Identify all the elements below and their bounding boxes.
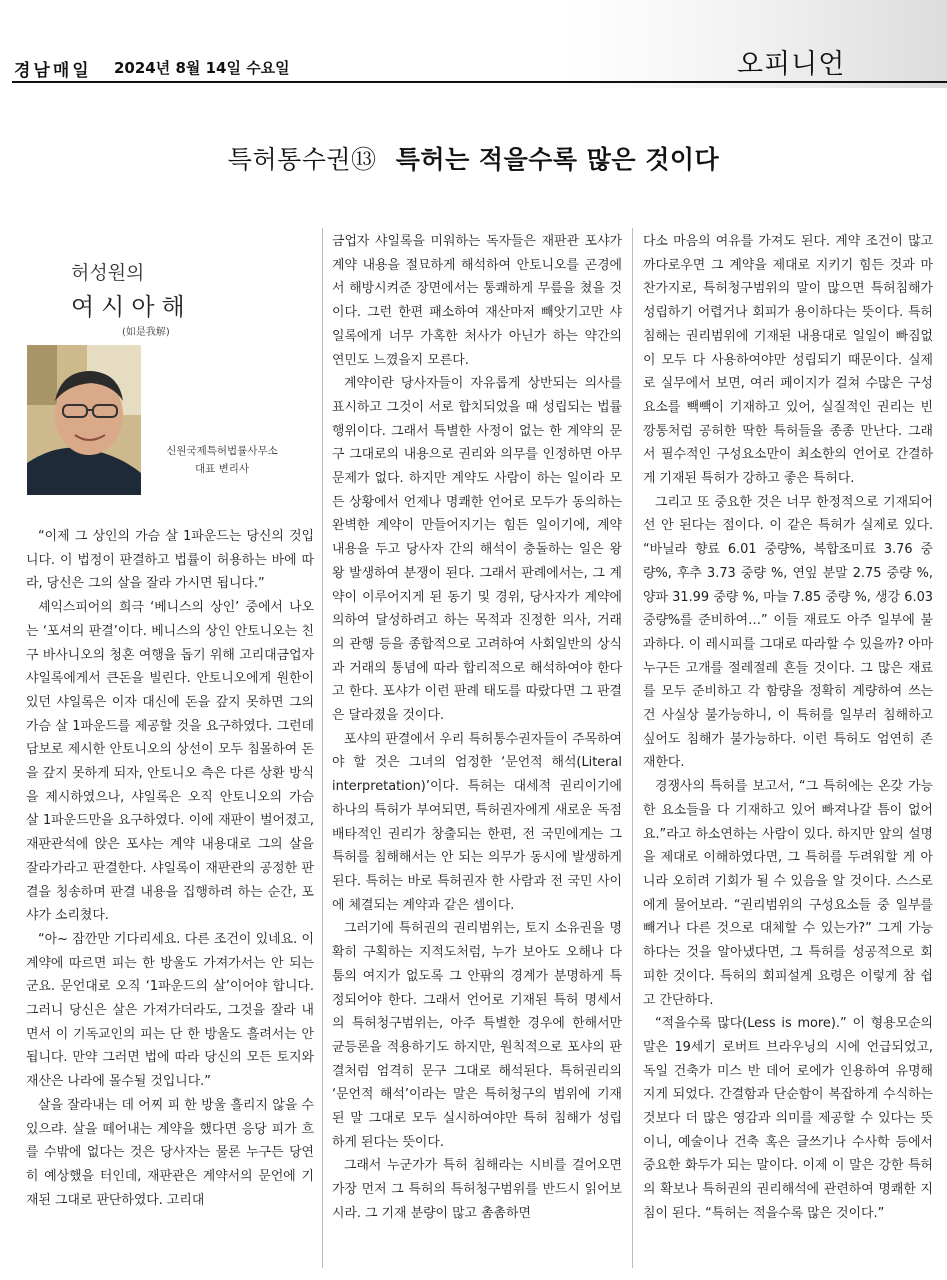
paragraph: “아~ 잠깐만 기다리세요. 다른 조건이 있네요. 이 계약에 따르면 피는 한 방울도 가져가서는 안 되는군요. 문언대로 오직 ‘1파운드의 살’이어야 합니다. 그러니 당신은 살은 가져가더라도, 그것을 잘라 내면서 이 기독교인의 피는 단 한 방울도 흘려서는 안 됩니다. 만약 그러면 법에 따라 당신의 모든 토지와 재산은 나라에 몰수될 것입니다.” bbox=[26, 931, 314, 1090]
series-label: 특허통수권⑬ bbox=[227, 145, 377, 174]
section-title: 오피니언 bbox=[737, 49, 846, 80]
columnist-byline bbox=[27, 242, 315, 514]
paragraph: 포샤의 판결에서 우리 특허통수권자들이 주목하여야 할 것은 그녀의 엄정한 ‘문언적 해석(Literal interpretation)’이다. 특허는 대세적 권리이기에 하나의 특허가 부여되면, 특허권자에게 새로운 독점배타적인 권리가 창출되는 한편, 전 국민에게는 그 특허를 침해해서는 안 되는 의무가 동시에 발생하게 된다. 특허는 바로 특허권자 한 사람과 전 국민 사이에 체결되는 계약과 같은 셈이다. bbox=[332, 731, 622, 913]
article-column-3 bbox=[643, 230, 933, 1226]
column-name-main: 여시아해 bbox=[71, 293, 192, 321]
paragraph: 금업자 샤일록을 미워하는 독자들은 재판관 포샤가 계약 내용을 절묘하게 해석하여 안토니오를 곤경에서 해방시켜준 장면에서는 통쾌하게 무릎을 쳤을 것이다. 그런 한편 패소하여 재산마저 빼앗기고만 샤일록에게 너무 가혹한 처사가 아닌가 하는 약간의 연민도 느꼈을지 모른다. bbox=[332, 234, 622, 368]
masthead-rule bbox=[12, 81, 947, 83]
paragraph: “적을수록 많다(Less is more).” 이 형용모순의 말은 19세기 로버트 브라우닝의 시에 언급되었고, 독일 건축가 미스 반 데어 로에가 인용하여 유명해지게 되었다. 간결함과 단순함이 복잡하게 수식하는 것보다 더 많은 영감과 의미를 제공할 수 있다는 뜻이니, 예술이나 건축 혹은 글쓰기나 수사학 등에서 중요한 화두가 되는 말이다. 이제 이 말은 강한 특허의 확보나 특허권의 권리해석에 관련하여 명쾌한 지침이 된다. “특허는 적을수록 많은 것이다.” bbox=[643, 1016, 933, 1221]
column-name-hanja: (如是我解) bbox=[122, 327, 170, 338]
paragraph: 경쟁사의 특허를 보고서, “그 특허에는 온갖 가능한 요소들을 다 기재하고 있어 빠져나갈 틈이 없어요.”라고 하소연하는 사람이 있다. 하지만 앞의 설명을 제대로 이해하였다면, 그 특허를 두려워할 게 아니라 오히려 기회가 될 수 있음을 알 것이다. 스스로에게 물어보라. “권리범위의 구성요소들 중 일부를 빼거나 다른 것으로 대체할 수 있는가?” 그게 가능하다는 것을 알아냈다면, 그 특허를 성공적으로 회피한 것이다. 특허의 회피설계 요령은 이렇게 참 쉽고 간단하다. bbox=[643, 779, 933, 1008]
article-column-1 bbox=[26, 525, 314, 1212]
paragraph: 계약이란 당사자들이 자유롭게 상반되는 의사를 표시하고 그것이 서로 합치되었을 때 성립되는 법률행위이다. 그래서 특별한 사정이 없는 한 계약의 문구 그대로의 내용으로 권리와 의무를 인정하면 아무 문제가 없다. 하지만 계약도 사람이 하는 일이라 모든 상황에서 언제나 명쾌한 언어로 모두가 동의하는 완벽한 계약이 만들어지기는 힘든 일이기에, 계약 내용을 두고 당사자 간의 해석이 충돌하는 일은 왕왕 발생하여 분쟁이 된다. 그래서 판례에서는, 그 계약이 이루어지게 된 동기 및 경위, 당사자가 계약에 의하여 달성하려고 하는 목적과 진정한 의사, 거래의 관행 등을 종합적으로 고려하여 사회일반의 상식과 거래의 통념에 따라 합리적으로 해석하여야 한다고 한다. 포샤가 이런 판례 태도를 따랐다면 그 판결은 달라졌을 것이다. bbox=[332, 376, 622, 724]
author-photo bbox=[27, 345, 141, 495]
column-name-top: 허성원의 bbox=[71, 262, 145, 284]
paragraph: 셰익스피어의 희극 ‘베니스의 상인’ 중에서 나오는 ‘포셔의 판결’이다. 베니스의 상인 안토니오는 친구 바사니오의 청혼 여행을 돕기 위해 고리대금업자 샤일록에게서 큰돈을 빌린다. 안토니오에게 원한이 있던 샤일록은 이자 대신에 돈을 갚지 못하면 그의 가슴 살 1파운드를 제공할 것을 요구하였다. 그런데 담보로 제시한 안토니오의 상선이 모두 침몰하여 돈을 갚지 못하게 되자, 안토니오 측은 다른 상환 방식을 제시하였으나, 샤일록은 오직 안토니오의 가슴 살 1파운드만을 요구하였다. 이에 재판이 벌어졌고, 재판관석에 앉은 포샤는 계약 내용대로 그의 살을 잘라가라고 판결한다. 샤일록이 재판관의 공정한 판결을 칭송하며 판결 내용을 집행하려 하는 순간, 포샤가 소리쳤다. bbox=[26, 600, 314, 924]
headline-title: 특허는 적을수록 많은 것이다 bbox=[395, 145, 720, 174]
author-portrait-illustration bbox=[27, 345, 141, 495]
masthead bbox=[0, 0, 947, 88]
paragraph: 그래서 누군가가 특허 침해라는 시비를 걸어오면 가장 먼저 그 특허의 특허청구범위를 반드시 읽어보시라. 그 기재 분량이 많고 촘촘하면 bbox=[332, 1158, 622, 1221]
article-headline bbox=[0, 140, 947, 176]
paragraph: “이제 그 상인의 가슴 살 1파운드는 당신의 것입니다. 이 법정이 판결하고 법률이 허용하는 바에 따라, 당신은 그의 살을 잘라 가시면 됩니다.” bbox=[26, 529, 314, 592]
page-bottom-edge bbox=[0, 1264, 947, 1280]
column-divider bbox=[322, 228, 323, 1268]
paragraph: 살을 잘라내는 데 어찌 피 한 방울 흘리지 않을 수 있으랴. 살을 떼어내는 계약을 했다면 응당 피가 흐를 수밖에 없다는 것은 당사자는 물론 누구든 당연히 예상했을 터인데, 재판관은 계약서의 문언에 기재된 그대로 판단하였다. 고리대 bbox=[26, 1097, 314, 1208]
author-organization: 신원국제특허법률사무소 bbox=[166, 445, 278, 457]
newspaper-name: 경남매일 bbox=[14, 61, 92, 81]
publication-date: 2024년 8월 14일 수요일 bbox=[114, 59, 290, 77]
paragraph: 그러기에 특허권의 권리범위는, 토지 소유권을 명확히 구획하는 지적도처럼, 누가 보아도 오해나 다툼의 여지가 없도록 그 안팎의 경계가 분명하게 특정되어야 한다. 그래서 언어로 기재된 특허 명세서의 특허청구범위는, 아주 특별한 경우에 한해서만 균등론을 적용하기도 하지만, 원칙적으로 포샤의 판결처럼 엄격히 문구 그대로 해석된다. 특허권리의 ‘문언적 해석’이라는 말은 특허청구의 범위에 기재된 말 그대로 모두 실시하여야만 특허 침해가 성립하게 된다는 뜻이다. bbox=[332, 921, 622, 1150]
paragraph: 그리고 또 중요한 것은 너무 한정적으로 기재되어선 안 된다는 점이다. 이 같은 특허가 실제로 있다. “바닐라 향료 6.01 중량%, 복합조미료 3.76 중량%, 후추 3.73 중량 %, 연잎 분말 2.75 중량 %, 양파 31.99 중량 %, 마늘 7.85 중량 %, 생강 6.03 중량%를 준비하여…” 이들 재료도 아주 일부에 불과하다. 이 레시피를 그대로 따라할 수 있을까? 아마 누구든 고개를 절레절레 흔들 것이다. 그 많은 재료를 모두 준비하고 각 함량을 정확히 계량하여 쓰는 건 사실상 불가능하니, 이 특허를 일부러 침해하고 싶어도 침해가 불가능하다. 이런 특허도 엄연히 존재한다. bbox=[643, 494, 933, 771]
column-divider bbox=[632, 228, 633, 1268]
author-role: 대표 변리사 bbox=[194, 463, 250, 475]
article-column-2 bbox=[332, 230, 622, 1226]
author-affiliation bbox=[139, 442, 305, 478]
paragraph: 다소 마음의 여유를 가져도 된다. 계약 조건이 많고 까다로우면 그 계약을 제대로 지키기 힘든 것과 마찬가지로, 특허청구범위의 말이 많으면 특허침해가 성립하기 어렵거나 회피가 용이하다는 뜻이다. 특허침해는 권리범위에 기재된 내용대로 일일이 빠짐없이 모두 다 사용하여야만 성립되기 때문이다. 실제로 실무에서 보면, 여러 페이지가 걸쳐 수많은 구성요소를 빽빽이 기재하고 있어, 실질적인 권리는 빈 깡통처럼 공허한 딱한 특허들을 종종 만난다. 그래서 필수적인 구성요소만이 최소한의 언어로 간결하게 기재된 특허가 강하고 좋은 특허다. bbox=[643, 234, 933, 487]
